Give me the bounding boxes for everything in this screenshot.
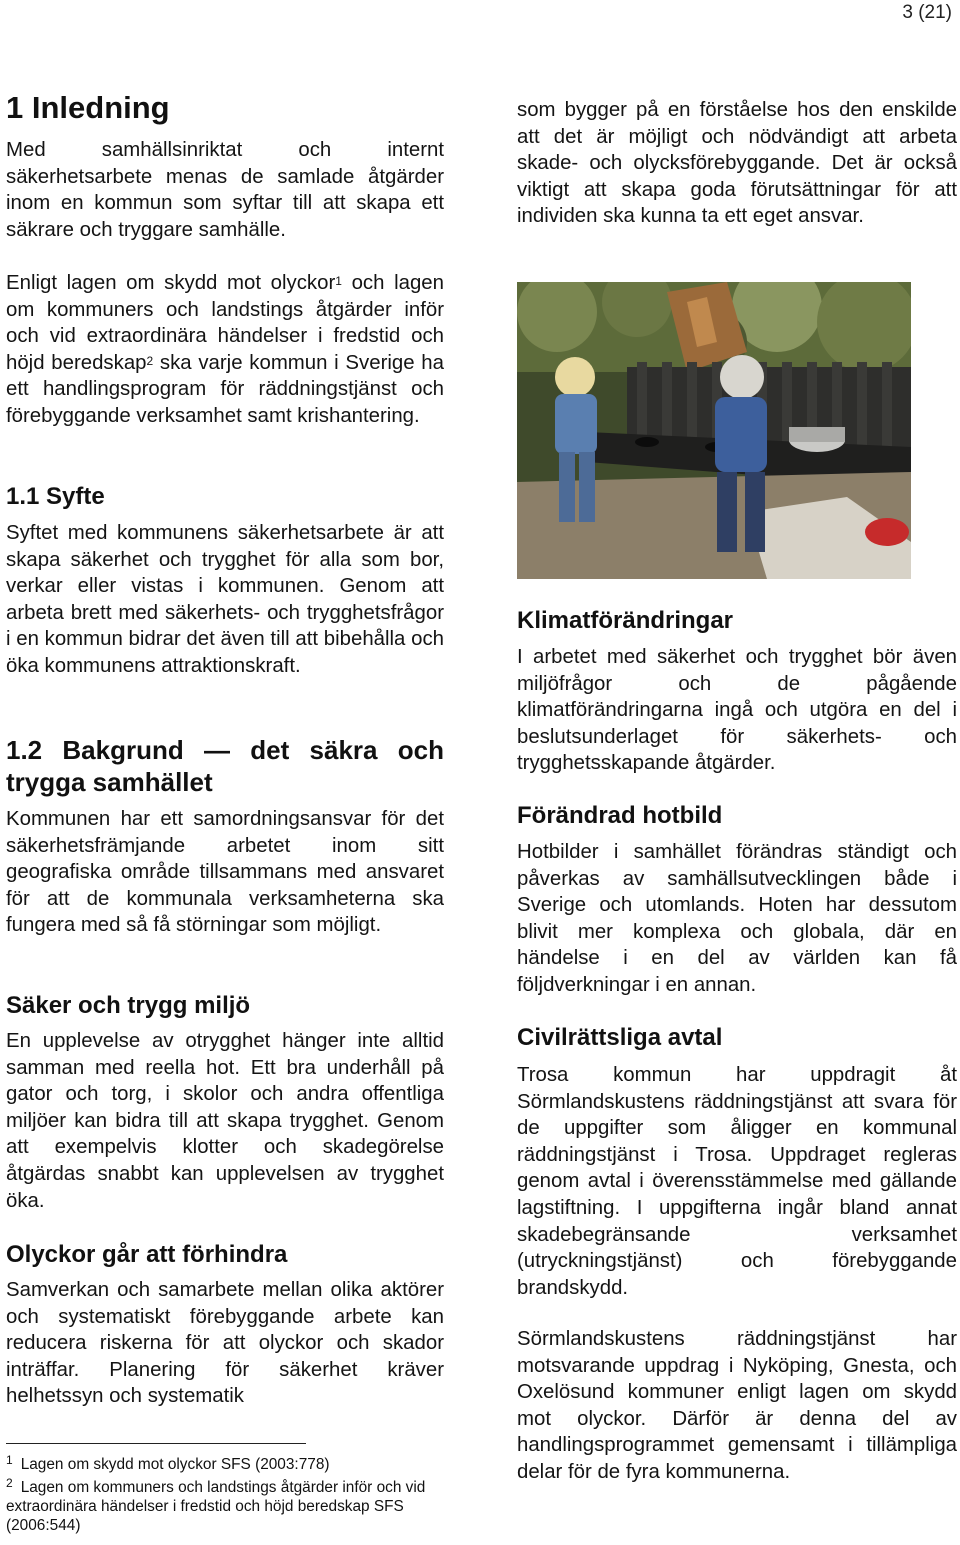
photo-children-playing — [517, 282, 911, 579]
paragraph-olyckor: Samverkan och samarbete mellan olika aktörer och systematiskt förebyggande arbete kan reducera riskerna för att olyckor och skador inträffar. Planering för säkerhet kräver helhetssyn och systematik — [6, 1279, 444, 1408]
footnote-divider — [6, 1443, 306, 1444]
heading-hotbild: Förändrad hotbild — [517, 802, 723, 829]
footnote-2-number: 2 — [6, 1476, 13, 1490]
heading-olyckor: Olyckor går att förhindra — [6, 1241, 288, 1268]
footnote-1-number: 1 — [6, 1453, 13, 1467]
heading-inledning: 1 Inledning — [6, 90, 170, 125]
paragraph-lagar-part3: ska varje kommun i Sverige ha ett handlingsprogram för räddningstjänst och förebyggande verksamhet samt krishantering. — [6, 351, 444, 427]
footnote-1-text: Lagen om skydd mot olyckor SFS (2003:778) — [20, 1456, 330, 1473]
footnote-2-text: Lagen om kommuners och landstings åtgärder inför och vid extraordinära händelser i fredstid och höjd beredskap SFS (2006:544) — [6, 1479, 426, 1534]
paragraph-continuation: som bygger på en förståelse hos den enskilde att det är möjligt och nödvändigt att arbeta skade- och olycksförebyggande. Det är också viktigt att skapa goda förutsättningar för att individen ska kunna ta ett eget ansvar. — [517, 99, 957, 228]
footnote-1 — [6, 1455, 330, 1474]
paragraph-syfte: Syftet med kommunens säkerhetsarbete är att skapa säkerhet och trygghet för alla som bor, verkar eller vistas i kommunen. Genom att arbeta brett med säkerhets- och trygghetsfrågor i en kommun bidrar det även till att bibehålla och öka kommunens attraktionskraft. — [6, 522, 444, 677]
heading-bakgrund: 1.2 Bakgrund — det säkra och trygga samhället — [6, 735, 444, 797]
heading-syfte: 1.1 Syfte — [6, 483, 105, 510]
paragraph-avtal-1: Trosa kommun har uppdragit åt Sörmlandskustens räddningstjänst att svara för de uppgifter som åligger en kommunal räddningstjänst i Trosa. Uppdraget regleras genom avtal i överensstämmelse med gällande lagstiftning. I uppgifterna ingår bland annat skadebegränsande verksamhet (utryckningstjänst) och förebyggande brandskydd. — [517, 1064, 957, 1299]
footnote-2 — [6, 1478, 444, 1535]
paragraph-lagar-part2: och lagen om kommuners och landstings åtgärder inför och vid extraordinära händelser i fredstid och höjd beredskap — [6, 272, 444, 374]
page-number: 3 (21) — [902, 2, 952, 23]
footnote-ref-2: 2 — [146, 353, 154, 368]
paragraph-bakgrund: Kommunen har ett samordningsansvar för det säkerhetsfrämjande arbetet inom sitt geografiska område tillsammans med ansvaret för att de kommunala verksamheterna ska fungera med så få störningar som möjligt. — [6, 808, 444, 937]
footnote-ref-1: 1 — [335, 274, 342, 288]
paragraph-lagar — [6, 270, 444, 430]
paragraph-intro: Med samhällsinriktat och internt säkerhetsarbete menas de samlade åtgärder inom en kommun som syftar till att skapa ett säkrare och tryggare samhälle. — [6, 139, 444, 241]
paragraph-saker-miljo: En upplevelse av otrygghet hänger inte alltid samman med reella hot. Ett bra underhåll på gator och torg, i skolor och andra offentliga miljöer kan bidra till att skapa trygghet. Genom att exempelvis klotter och skadegörelse åtgärdas snabbt kan upplevelsen av trygghet öka. — [6, 1030, 444, 1212]
heading-klimat: Klimatförändringar — [517, 607, 734, 634]
paragraph-avtal-2: Sörmlandskustens räddningstjänst har motsvarande uppdrag i Nyköping, Gnesta, och Oxelösund kommuner enligt lagen om skydd mot olyckor. Därför är denna del av handlingsprogrammet gemensamt i tillämpliga delar för de fyra kommunerna. — [517, 1328, 957, 1483]
paragraph-klimat: I arbetet med säkerhet och trygghet bör även miljöfrågor och de pågående klimatförändringarna ingå och utgöra en del i beslutsunderlaget för säkerhets- och trygghetsskapande åtgärder. — [517, 646, 957, 775]
paragraph-lagar-part1: Enligt lagen om skydd mot olyckor — [6, 272, 336, 294]
heading-avtal: Civilrättsliga avtal — [517, 1024, 723, 1051]
heading-saker-miljo: Säker och trygg miljö — [6, 992, 251, 1019]
paragraph-hotbild: Hotbilder i samhället förändras ständigt och påverkas av samhällsutvecklingen både i Sverige och utomlands. Hoten har dessutom blivit mer komplexa och globala, där en händelse i en del av världen kan få följdverkningar i en annan. — [517, 841, 957, 996]
